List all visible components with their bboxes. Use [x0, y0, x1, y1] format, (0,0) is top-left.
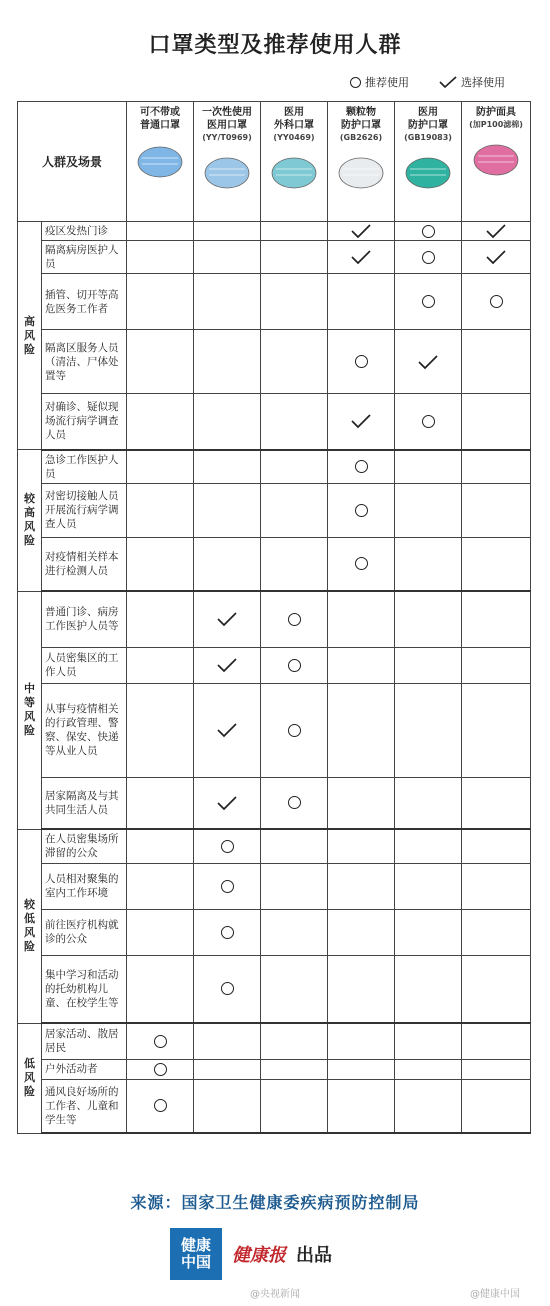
mask-name: 可不带或	[140, 107, 181, 118]
mark-cell	[261, 1023, 328, 1059]
mark-cell	[261, 222, 328, 241]
mark-cell	[395, 777, 462, 829]
recommend-circle-icon	[221, 880, 234, 893]
mark-cell	[395, 394, 462, 450]
scene-label: 疫区发热门诊	[42, 222, 127, 241]
mark-cell	[395, 829, 462, 863]
table-row	[18, 829, 531, 863]
mark-cell	[462, 450, 531, 484]
table-row	[18, 330, 531, 394]
optional-check-icon	[439, 76, 457, 88]
mark-cell	[194, 483, 261, 537]
mask-header-5	[395, 102, 462, 222]
recommend-circle-icon	[288, 796, 301, 809]
mark-cell	[261, 330, 328, 394]
mark-cell	[127, 955, 194, 1023]
mark-cell	[261, 777, 328, 829]
mark-cell	[261, 241, 328, 274]
mask-recommendation-table	[17, 101, 530, 1134]
mark-cell	[462, 647, 531, 683]
mark-cell	[395, 909, 462, 955]
mask-standard: (加P100滤棉)	[469, 120, 523, 129]
mark-cell	[127, 274, 194, 330]
mark-cell	[328, 1023, 395, 1059]
mark-cell	[261, 909, 328, 955]
mark-cell	[395, 591, 462, 647]
mark-cell	[261, 1059, 328, 1079]
scene-label: 通风良好场所的工作者、儿童和学生等	[42, 1079, 127, 1133]
scene-label: 在人员密集场所滞留的公众	[42, 829, 127, 863]
mark-cell	[127, 450, 194, 484]
table-row	[18, 450, 531, 484]
mask-header-3	[261, 102, 328, 222]
mask-standard: (GB2626)	[339, 133, 383, 142]
mark-cell	[462, 241, 531, 274]
risk-level-4: 较 低 风 险	[18, 829, 42, 1023]
mark-cell	[328, 222, 395, 241]
scene-label: 隔离病房医护人员	[42, 241, 127, 274]
mark-cell	[194, 863, 261, 909]
recommend-circle-icon	[154, 1063, 167, 1076]
table-row	[18, 683, 531, 777]
mark-cell	[127, 591, 194, 647]
mark-cell	[194, 777, 261, 829]
mark-cell	[261, 591, 328, 647]
mark-cell	[127, 683, 194, 777]
mark-cell	[127, 222, 194, 241]
recommend-circle-icon	[154, 1035, 167, 1048]
mark-cell	[261, 863, 328, 909]
mark-cell	[462, 909, 531, 955]
mark-cell	[127, 537, 194, 591]
mark-cell	[194, 1079, 261, 1133]
source-text: 来源：国家卫生健康委疾病预防控制局	[130, 1193, 420, 1212]
table-row	[18, 955, 531, 1023]
mark-cell	[127, 1059, 194, 1079]
table-row	[18, 1079, 531, 1133]
mark-cell	[462, 483, 531, 537]
mask-name: 外科口罩	[274, 120, 315, 131]
mark-cell	[194, 537, 261, 591]
mark-cell	[194, 394, 261, 450]
mark-cell	[328, 330, 395, 394]
mark-cell	[395, 274, 462, 330]
mark-cell	[194, 222, 261, 241]
mark-cell	[462, 829, 531, 863]
mark-cell	[462, 394, 531, 450]
mark-cell	[395, 483, 462, 537]
mark-cell	[462, 1079, 531, 1133]
mark-cell	[395, 683, 462, 777]
mark-cell	[261, 955, 328, 1023]
mark-cell	[328, 777, 395, 829]
mask-header-1	[127, 102, 194, 222]
mark-cell	[328, 394, 395, 450]
scene-label: 居家活动、散居居民	[42, 1023, 127, 1059]
mark-cell	[328, 241, 395, 274]
mark-cell	[328, 537, 395, 591]
mark-cell	[194, 1059, 261, 1079]
optional-check-icon	[350, 415, 372, 427]
mark-cell	[194, 1023, 261, 1059]
recommend-circle-icon	[288, 659, 301, 672]
table-row	[18, 483, 531, 537]
mark-cell	[395, 222, 462, 241]
mark-cell	[194, 241, 261, 274]
legend-recommend-label: 推荐使用	[365, 76, 409, 89]
table-row	[18, 537, 531, 591]
mark-cell	[127, 241, 194, 274]
mask-header-6	[462, 102, 531, 222]
recommend-circle-icon	[221, 840, 234, 853]
risk-level-3: 中 等 风 险	[18, 591, 42, 829]
mark-cell	[127, 777, 194, 829]
mark-cell	[194, 955, 261, 1023]
scene-label: 对疫情相关样本进行检测人员	[42, 537, 127, 591]
recommend-circle-icon	[355, 460, 368, 473]
mark-cell	[328, 955, 395, 1023]
scene-label: 人员密集区的工作人员	[42, 647, 127, 683]
mark-cell	[194, 683, 261, 777]
mask-name: 颗粒物	[346, 107, 377, 118]
mask-name: 防护口罩	[408, 120, 449, 131]
mark-cell	[462, 274, 531, 330]
mask-name: 医用	[418, 107, 439, 118]
mask-name: 防护口罩	[341, 120, 382, 131]
mark-cell	[328, 274, 395, 330]
table-row	[18, 222, 531, 241]
mask-image	[268, 149, 320, 193]
mark-cell	[127, 863, 194, 909]
legend-optional-label: 选择使用	[461, 76, 505, 89]
optional-check-icon	[216, 724, 238, 736]
mark-cell	[194, 829, 261, 863]
mark-cell	[395, 1023, 462, 1059]
mark-cell	[462, 955, 531, 1023]
mark-cell	[328, 909, 395, 955]
mask-name: 医用	[284, 107, 305, 118]
mark-cell	[328, 863, 395, 909]
mark-cell	[127, 829, 194, 863]
scene-label: 急诊工作医护人员	[42, 450, 127, 484]
mask-image	[201, 149, 253, 193]
mark-cell	[462, 1059, 531, 1079]
mask-name: 普通口罩	[140, 120, 181, 131]
scene-label: 对密切接触人员开展流行病学调查人员	[42, 483, 127, 537]
table-row	[18, 863, 531, 909]
jiankang-zhongguo-logo: 健康 中国	[170, 1228, 222, 1280]
optional-check-icon	[485, 225, 507, 237]
legend	[350, 74, 505, 90]
recommend-circle-icon	[355, 355, 368, 368]
mark-cell	[194, 330, 261, 394]
recommend-circle-icon	[221, 982, 234, 995]
mark-cell	[395, 1079, 462, 1133]
scene-label: 插管、切开等高危医务工作者	[42, 274, 127, 330]
optional-check-icon	[216, 613, 238, 625]
table-row	[18, 394, 531, 450]
scene-label: 从事与疫情相关的行政管理、警察、保安、快递等从业人员	[42, 683, 127, 777]
risk-level-2: 较 高 风 险	[18, 450, 42, 592]
scene-label: 前往医疗机构就诊的公众	[42, 909, 127, 955]
mask-standard: (GB19083)	[404, 133, 452, 142]
mark-cell	[328, 483, 395, 537]
mark-cell	[261, 829, 328, 863]
mark-cell	[395, 863, 462, 909]
scene-label: 居家隔离及与其共同生活人员	[42, 777, 127, 829]
mark-cell	[462, 683, 531, 777]
mark-cell	[194, 909, 261, 955]
optional-check-icon	[485, 251, 507, 263]
scene-label: 对确诊、疑似现场流行病学调查人员	[42, 394, 127, 450]
mask-image	[470, 136, 522, 180]
table-row	[18, 1059, 531, 1079]
watermark-right: @健康中国	[470, 1289, 520, 1300]
mark-cell	[395, 241, 462, 274]
table-row	[18, 777, 531, 829]
recommend-circle-icon	[288, 613, 301, 626]
scene-label: 普通门诊、病房工作医护人员等	[42, 591, 127, 647]
recommend-circle-icon	[221, 926, 234, 939]
mark-cell	[127, 330, 194, 394]
mark-cell	[127, 1079, 194, 1133]
jiankangbao-logo: 健康报	[232, 1245, 286, 1266]
scene-label: 隔离区服务人员（清洁、尸体处置等	[42, 330, 127, 394]
mask-name: 医用口罩	[207, 120, 248, 131]
mark-cell	[328, 683, 395, 777]
optional-check-icon	[417, 356, 439, 368]
mark-cell	[462, 330, 531, 394]
mark-cell	[127, 1023, 194, 1059]
mark-cell	[395, 537, 462, 591]
mark-cell	[127, 394, 194, 450]
mask-image	[335, 149, 387, 193]
recommend-circle-icon	[154, 1099, 167, 1112]
mark-cell	[328, 450, 395, 484]
mark-cell	[261, 483, 328, 537]
mark-cell	[127, 647, 194, 683]
mark-cell	[261, 1079, 328, 1133]
mark-cell	[261, 647, 328, 683]
table-row	[18, 647, 531, 683]
mark-cell	[127, 483, 194, 537]
page-title: 口罩类型及推荐使用人群	[148, 33, 402, 58]
optional-check-icon	[350, 225, 372, 237]
scene-label: 户外活动者	[42, 1059, 127, 1079]
table-row	[18, 241, 531, 274]
mark-cell	[328, 1079, 395, 1133]
watermark-left: @央视新闻	[250, 1289, 300, 1300]
mark-cell	[194, 450, 261, 484]
mask-header-4	[328, 102, 395, 222]
mark-cell	[261, 537, 328, 591]
risk-level-5: 低 风 险	[18, 1023, 42, 1133]
mark-cell	[194, 591, 261, 647]
mask-standard: (YY0469)	[273, 133, 315, 142]
recommend-circle-icon	[422, 251, 435, 264]
scene-label: 人员相对聚集的室内工作环境	[42, 863, 127, 909]
mark-cell	[194, 274, 261, 330]
mark-cell	[261, 683, 328, 777]
recommend-circle-icon	[355, 504, 368, 517]
header-people-scene: 人群及场景	[18, 102, 127, 222]
mark-cell	[328, 1059, 395, 1079]
mark-cell	[395, 1059, 462, 1079]
footer	[170, 1228, 332, 1280]
recommend-circle-icon	[422, 415, 435, 428]
recommend-circle-icon	[490, 295, 503, 308]
mask-name: 一次性使用	[202, 107, 253, 118]
optional-check-icon	[350, 251, 372, 263]
mark-cell	[462, 591, 531, 647]
mask-standard: (YY/T0969)	[202, 133, 252, 142]
mark-cell	[127, 909, 194, 955]
recommend-circle-icon	[350, 77, 361, 88]
risk-level-1: 高 风 险	[18, 222, 42, 450]
mark-cell	[395, 450, 462, 484]
mark-cell	[462, 863, 531, 909]
mark-cell	[395, 330, 462, 394]
table-row	[18, 1023, 531, 1059]
table-row	[18, 909, 531, 955]
recommend-circle-icon	[422, 295, 435, 308]
mark-cell	[462, 222, 531, 241]
produced-by-label: 出品	[296, 1245, 332, 1266]
mark-cell	[395, 647, 462, 683]
mark-cell	[462, 537, 531, 591]
mark-cell	[328, 829, 395, 863]
mark-cell	[328, 647, 395, 683]
scene-label: 集中学习和活动的托幼机构儿童、在校学生等	[42, 955, 127, 1023]
optional-check-icon	[216, 659, 238, 671]
mark-cell	[395, 955, 462, 1023]
mark-cell	[261, 450, 328, 484]
recommend-circle-icon	[288, 724, 301, 737]
mark-cell	[462, 1023, 531, 1059]
recommend-circle-icon	[355, 557, 368, 570]
optional-check-icon	[216, 797, 238, 809]
mask-header-2	[194, 102, 261, 222]
mask-image	[134, 138, 186, 182]
mark-cell	[462, 777, 531, 829]
mask-name: 防护面具	[476, 107, 517, 118]
mask-image	[402, 149, 454, 193]
recommend-circle-icon	[422, 225, 435, 238]
mark-cell	[261, 274, 328, 330]
mark-cell	[261, 394, 328, 450]
table-row	[18, 274, 531, 330]
table-row	[18, 591, 531, 647]
mark-cell	[328, 591, 395, 647]
mark-cell	[194, 647, 261, 683]
